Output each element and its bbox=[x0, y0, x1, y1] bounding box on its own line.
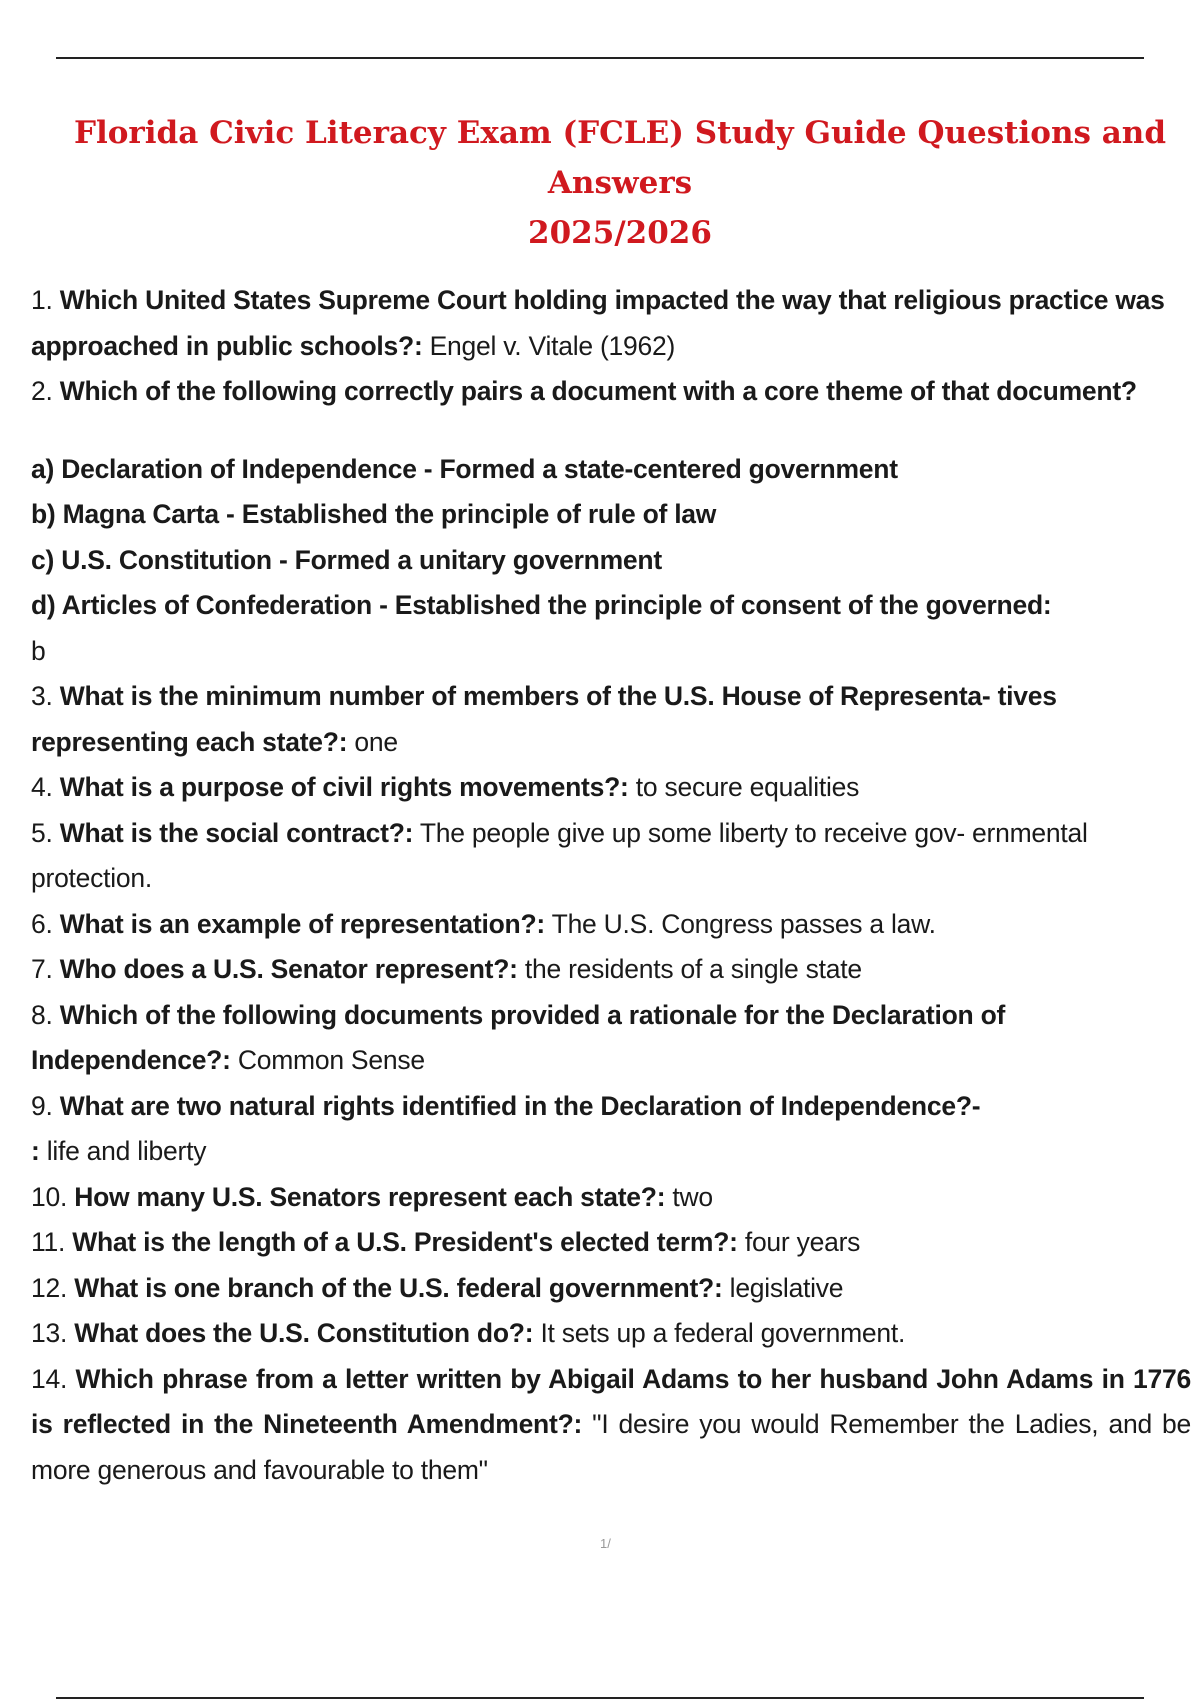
option-text: U.S. Constitution - Formed a unitary government bbox=[61, 544, 662, 575]
answer-text: Common Sense bbox=[230, 1045, 425, 1075]
title-line-1: Florida Civic Literacy Exam (FCLE) Study Guide Questions and Answers bbox=[73, 115, 1167, 201]
question-1 bbox=[31, 278, 1191, 369]
question-number: 9. bbox=[31, 1090, 60, 1121]
question-number: 14. bbox=[31, 1363, 76, 1394]
option-c bbox=[31, 538, 1191, 584]
question-number: 11. bbox=[31, 1227, 73, 1257]
question-2 bbox=[31, 369, 1191, 415]
question-text: Who does a U.S. Senator represent?: bbox=[59, 954, 518, 984]
question-14 bbox=[31, 1357, 1191, 1494]
question-text: Which United States Supreme Court holding impacted the way that religious practice was approached in public schools?: bbox=[31, 285, 1165, 361]
answer-text: to secure equalities bbox=[628, 772, 860, 802]
question-text: Which phrase from a letter written by Abigail Adams to her husband John Adams in 1776 is reflected in the Nineteenth Amendment?: bbox=[31, 1363, 1191, 1439]
answer-text: two bbox=[665, 1181, 713, 1212]
question-12 bbox=[31, 1266, 1191, 1312]
question-4 bbox=[31, 765, 1191, 811]
question-10 bbox=[31, 1175, 1191, 1221]
answer-text: The U.S. Congress passes a law. bbox=[545, 908, 936, 939]
question-text: Which of the following documents provided a rationale for the Declaration of Independence?: bbox=[31, 999, 1006, 1075]
question-text: What are two natural rights identified in the Declaration of Independence?- bbox=[59, 1090, 981, 1121]
question-number: 7. bbox=[31, 954, 60, 984]
question-text: What does the U.S. Constitution do?: bbox=[74, 1318, 534, 1348]
answer-2 bbox=[31, 629, 1191, 675]
question-list bbox=[31, 278, 1191, 1493]
question-number: 13. bbox=[31, 1318, 75, 1348]
question-text: How many U.S. Senators represent each state?: bbox=[74, 1181, 666, 1212]
question-13 bbox=[31, 1311, 1191, 1357]
question-5 bbox=[31, 811, 1191, 902]
question-11 bbox=[31, 1220, 1191, 1266]
question-number: 2. bbox=[31, 376, 60, 406]
option-letter: a) bbox=[31, 453, 62, 484]
question-number: 10. bbox=[31, 1181, 75, 1212]
question-7 bbox=[31, 947, 1191, 993]
spacer bbox=[31, 415, 1191, 447]
answer-text: Engel v. Vitale (1962) bbox=[422, 330, 676, 361]
question-6 bbox=[31, 902, 1191, 948]
question-text: What is the social contract?: bbox=[59, 817, 414, 848]
title-line-2: 2025/2026 bbox=[528, 215, 712, 251]
answer-text: four years bbox=[737, 1227, 861, 1257]
question-number: 6. bbox=[31, 908, 60, 939]
answer-prefix: : bbox=[31, 1136, 40, 1166]
question-text: What is the length of a U.S. President's elected term?: bbox=[72, 1227, 738, 1257]
question-number: 4. bbox=[31, 772, 60, 802]
option-d bbox=[31, 583, 1191, 629]
question-text: What is a purpose of civil rights movements?: bbox=[59, 772, 629, 802]
page-title bbox=[30, 108, 1200, 258]
question-3 bbox=[31, 674, 1191, 765]
question-text: What is an example of representation?: bbox=[59, 908, 545, 939]
answer-text: The people give up some liberty to receive gov- ernmental protection. bbox=[31, 817, 1088, 893]
option-text: Magna Carta - Established the principle of rule of law bbox=[62, 499, 717, 529]
footer-rule bbox=[56, 1697, 1144, 1699]
answer-text: life and liberty bbox=[39, 1136, 207, 1166]
option-a bbox=[31, 447, 1191, 493]
option-text: Declaration of Independence - Formed a state-centered government bbox=[61, 453, 898, 484]
answer-text: legislative bbox=[722, 1272, 844, 1303]
question-9 bbox=[31, 1084, 1191, 1175]
answer-text: b bbox=[31, 635, 46, 666]
option-letter: b) bbox=[31, 499, 63, 529]
question-text: What is the minimum number of members of the U.S. House of Representa- tives representing each state?: bbox=[31, 681, 1057, 757]
answer-text: the residents of a single state bbox=[517, 954, 862, 984]
question-text: Which of the following correctly pairs a document with a core theme of that document? bbox=[59, 376, 1137, 406]
question-text: What is one branch of the U.S. federal government?: bbox=[74, 1272, 723, 1303]
option-letter: d) bbox=[31, 590, 62, 620]
question-number: 12. bbox=[31, 1272, 75, 1303]
option-text: Articles of Confederation - Established the principle of consent of the governed: bbox=[61, 590, 1052, 620]
answer-text: "I desire you would Remember the Ladies, and be more generous and favourable to them" bbox=[31, 1409, 1192, 1485]
answer-text: It sets up a federal government. bbox=[533, 1318, 906, 1348]
option-b bbox=[31, 492, 1191, 538]
question-number: 3. bbox=[31, 681, 60, 711]
question-number: 5. bbox=[31, 817, 60, 848]
question-number: 1. bbox=[31, 285, 60, 315]
answer-text: one bbox=[347, 726, 398, 757]
header-rule bbox=[56, 57, 1144, 59]
option-letter: c) bbox=[31, 544, 62, 575]
question-8 bbox=[31, 993, 1191, 1084]
page-number: 1/ bbox=[600, 1536, 611, 1551]
question-number: 8. bbox=[31, 999, 60, 1030]
